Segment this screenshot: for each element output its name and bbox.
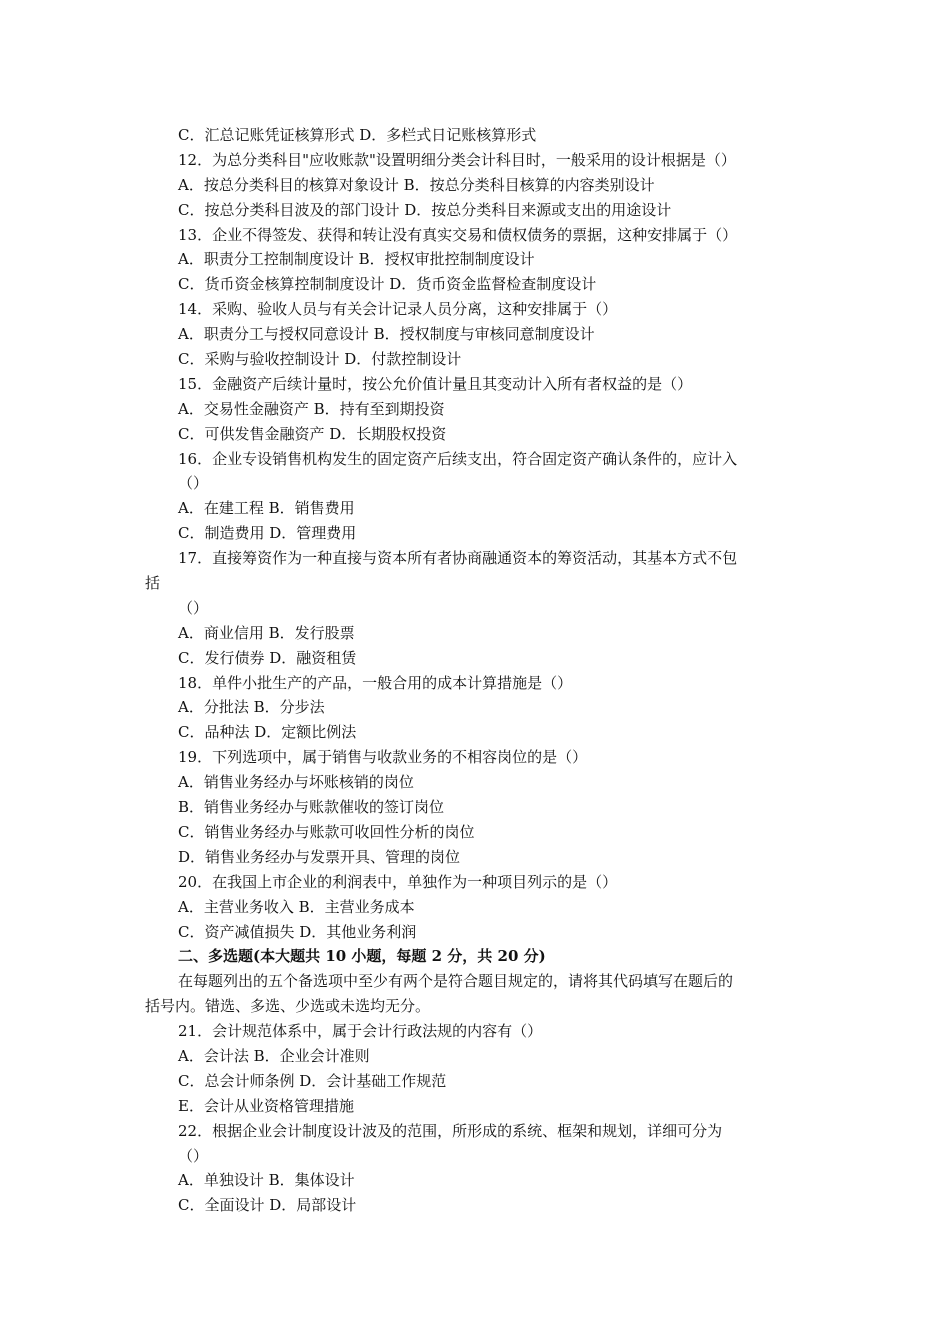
- text-line: （）: [178, 598, 209, 617]
- text-line: （）: [178, 1146, 209, 1165]
- text-line: A．会计法 B．企业会计准则: [178, 1046, 370, 1065]
- text-line: 16．企业专设销售机构发生的固定资产后续支出，符合固定资产确认条件的，应计入: [178, 449, 738, 468]
- text-line: 20．在我国上市企业的利润表中，单独作为一种项目列示的是（）: [178, 872, 618, 891]
- text-line: C．货币资金核算控制制度设计 D．货币资金监督检查制度设计: [178, 275, 597, 294]
- text-line: C．发行债券 D．融资租赁: [178, 648, 357, 667]
- text-line: 括: [145, 574, 161, 593]
- text-line: 在每题列出的五个备选项中至少有两个是符合题目规定的，请将其代码填写在题后的: [178, 972, 734, 991]
- text-line: 21．会计规范体系中，属于会计行政法规的内容有（）: [178, 1022, 543, 1041]
- text-line: 19．下列选项中，属于销售与收款业务的不相容岗位的是（）: [178, 748, 588, 767]
- text-line: 22．根据企业会计制度设计波及的范围，所形成的系统、框架和规划，详细可分为: [178, 1121, 723, 1140]
- text-line: 13．企业不得签发、获得和转让没有真实交易和债权债务的票据，这种安排属于（）: [178, 225, 738, 244]
- text-line: A．分批法 B．分步法: [178, 698, 325, 717]
- exam-text-body: [145, 123, 815, 1218]
- text-line: C．全面设计 D．局部设计: [178, 1196, 357, 1215]
- text-line: A．商业信用 B．发行股票: [178, 623, 355, 642]
- text-line: 17．直接筹资作为一种直接与资本所有者协商融通资本的筹资活动，其基本方式不包: [178, 549, 738, 568]
- text-line: C．采购与验收控制设计 D．付款控制设计: [178, 350, 462, 369]
- text-line: 18．单件小批生产的产品，一般合用的成本计算措施是（）: [178, 673, 573, 692]
- text-line: C．制造费用 D．管理费用: [178, 524, 357, 543]
- text-line: 12．为总分类科目"应收账款"设置明细分类会计科目时，一般采用的设计根据是（）: [178, 150, 736, 169]
- text-line: B．销售业务经办与账款催收的签订岗位: [178, 798, 445, 817]
- text-line: （）: [178, 474, 209, 493]
- text-line: A．职责分工与授权同意设计 B．授权制度与审核同意制度设计: [178, 325, 595, 344]
- text-line: 15．金融资产后续计量时，按公允价值计量且其变动计入所有者权益的是（）: [178, 374, 693, 393]
- section-heading: 二、多选题(本大题共 10 小题，每题 2 分，共 20 分): [178, 947, 546, 966]
- text-line: A．单独设计 B．集体设计: [178, 1171, 355, 1190]
- text-line: C．可供发售金融资产 D．长期股权投资: [178, 424, 447, 443]
- text-line: C．总会计师条例 D．会计基础工作规范: [178, 1071, 447, 1090]
- text-line: A．职责分工控制制度设计 B．授权审批控制制度设计: [178, 250, 535, 269]
- text-line: C．汇总记账凭证核算形式 D．多栏式日记账核算形式: [178, 126, 537, 144]
- text-line: C．销售业务经办与账款可收回性分析的岗位: [178, 822, 475, 841]
- text-line: C．品种法 D．定额比例法: [178, 723, 357, 742]
- text-line: 括号内。错选、多选、少选或未选均无分。: [145, 997, 431, 1016]
- text-line: A．在建工程 B．销售费用: [178, 499, 355, 518]
- text-line: D．销售业务经办与发票开具、管理的岗位: [178, 847, 461, 866]
- text-line: E．会计从业资格管理措施: [178, 1096, 354, 1115]
- text-line: 14．采购、验收人员与有关会计记录人员分离，这种安排属于（）: [178, 300, 618, 319]
- text-line: C．按总分类科目波及的部门设计 D．按总分类科目来源或支出的用途设计: [178, 200, 672, 219]
- text-line: A．销售业务经办与坏账核销的岗位: [178, 773, 414, 792]
- text-line: A．按总分类科目的核算对象设计 B．按总分类科目核算的内容类别设计: [178, 175, 655, 194]
- text-line: C．资产减值损失 D．其他业务利润: [178, 922, 417, 941]
- text-line: A．主营业务收入 B．主营业务成本: [178, 897, 415, 916]
- text-line: A．交易性金融资产 B．持有至到期投资: [178, 399, 445, 418]
